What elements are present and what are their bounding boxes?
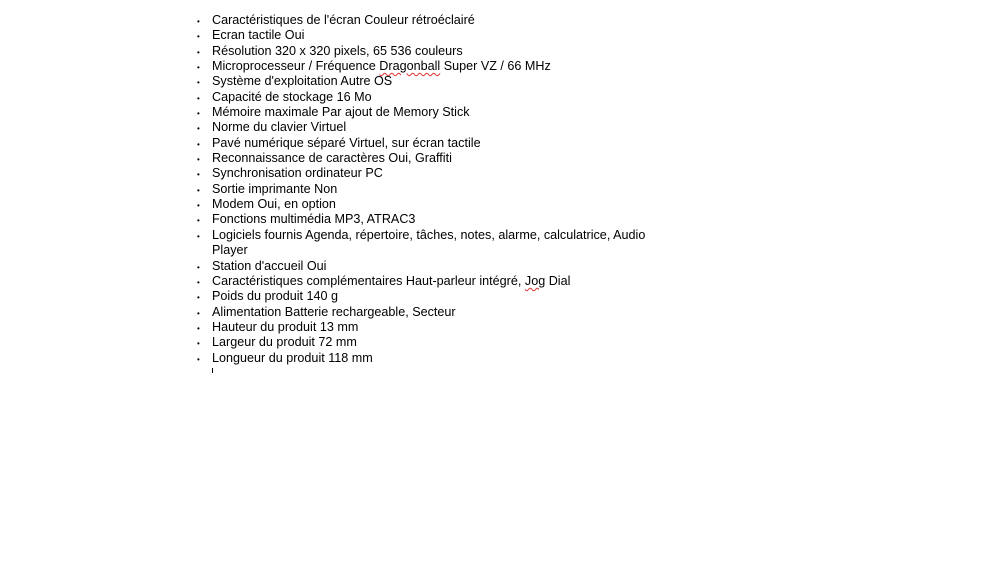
- list-item-text: Logiciels fournis Agenda, répertoire, tâches, notes, alarme, calculatrice, Audio Player: [212, 227, 646, 258]
- list-item-text: Hauteur du produit 13 mm: [212, 319, 359, 334]
- list-item-text: Pavé numérique séparé Virtuel, sur écran tactile: [212, 135, 481, 150]
- list-item-text: Longueur du produit 118 mm: [212, 350, 373, 365]
- bullet-icon: •: [197, 93, 200, 103]
- list-item: [196, 166, 656, 181]
- list-item: [196, 274, 656, 289]
- list-item-text: Capacité de stockage 16 Mo: [212, 89, 372, 104]
- list-item: [196, 335, 656, 350]
- list-item: [196, 120, 656, 135]
- text-cursor: [212, 368, 213, 373]
- list-item: [196, 259, 656, 274]
- list-item: [196, 305, 656, 320]
- list-item-text: Fonctions multimédia MP3, ATRAC3: [212, 212, 416, 227]
- bullet-icon: •: [197, 216, 200, 226]
- list-item: [196, 197, 656, 212]
- list-item-text: Norme du clavier Virtuel: [212, 120, 347, 135]
- list-item-text-after: Super VZ / 66 MHz: [440, 59, 551, 74]
- list-item-text: Synchronisation ordinateur PC: [212, 166, 383, 181]
- list-item-text-after: Dial: [545, 273, 571, 288]
- bullet-icon: •: [197, 47, 200, 57]
- bullet-icon: •: [197, 170, 200, 180]
- bullet-icon: •: [197, 339, 200, 349]
- list-item: [196, 228, 656, 259]
- bullet-icon: •: [197, 354, 200, 364]
- list-item: [196, 74, 656, 89]
- list-item-text: Station d'accueil Oui: [212, 258, 327, 273]
- bullet-icon: •: [197, 32, 200, 42]
- bullet-icon: •: [197, 109, 200, 119]
- list-item: [196, 289, 656, 304]
- list-item: [196, 105, 656, 120]
- list-item-text: Largeur du produit 72 mm: [212, 335, 357, 350]
- spec-bullet-list: [196, 13, 656, 366]
- list-item-text: Alimentation Batterie rechargeable, Secteur: [212, 304, 456, 319]
- bullet-icon: •: [197, 308, 200, 318]
- list-item-text: Sortie imprimante Non: [212, 181, 338, 196]
- list-item-text: Ecran tactile Oui: [212, 28, 305, 43]
- bullet-icon: •: [197, 293, 200, 303]
- bullet-icon: •: [197, 201, 200, 211]
- list-item: [196, 90, 656, 105]
- spellcheck-underlined-word: Jog: [524, 273, 546, 288]
- list-item-text: Résolution 320 x 320 pixels, 65 536 couleurs: [212, 43, 463, 58]
- bullet-icon: •: [197, 17, 200, 26]
- list-item: [196, 320, 656, 335]
- list-item: [196, 182, 656, 197]
- list-item-text: Reconnaissance de caractères Oui, Graffiti: [212, 151, 452, 166]
- bullet-icon: •: [197, 124, 200, 134]
- list-item: [196, 351, 656, 366]
- bullet-icon: •: [197, 155, 200, 165]
- list-item-text: Caractéristiques de l'écran Couleur rétroéclairé: [212, 13, 475, 27]
- bullet-icon: •: [197, 323, 200, 333]
- list-item: [196, 28, 656, 43]
- list-item-text: Mémoire maximale Par ajout de Memory Stick: [212, 105, 470, 120]
- list-item-text: Système d'exploitation Autre OS: [212, 74, 393, 89]
- list-item-text-before: Microprocesseur / Fréquence: [212, 59, 380, 74]
- list-item: [196, 44, 656, 59]
- bullet-icon: •: [197, 139, 200, 149]
- bullet-icon: •: [197, 262, 200, 272]
- bullet-icon: •: [197, 63, 200, 73]
- bullet-icon: •: [197, 277, 200, 287]
- spellcheck-underlined-word: Dragonball: [379, 59, 441, 74]
- list-item: [196, 136, 656, 151]
- bullet-icon: •: [197, 231, 200, 241]
- list-item-text: Poids du produit 140 g: [212, 289, 339, 304]
- list-item: [196, 212, 656, 227]
- list-item-text-before: Caractéristiques complémentaires Haut-parleur intégré,: [212, 273, 525, 288]
- list-item-text: Modem Oui, en option: [212, 197, 336, 212]
- bullet-icon: •: [197, 78, 200, 88]
- bullet-icon: •: [197, 185, 200, 195]
- list-item: [196, 59, 656, 74]
- list-item: [196, 151, 656, 166]
- list-item: [196, 13, 656, 28]
